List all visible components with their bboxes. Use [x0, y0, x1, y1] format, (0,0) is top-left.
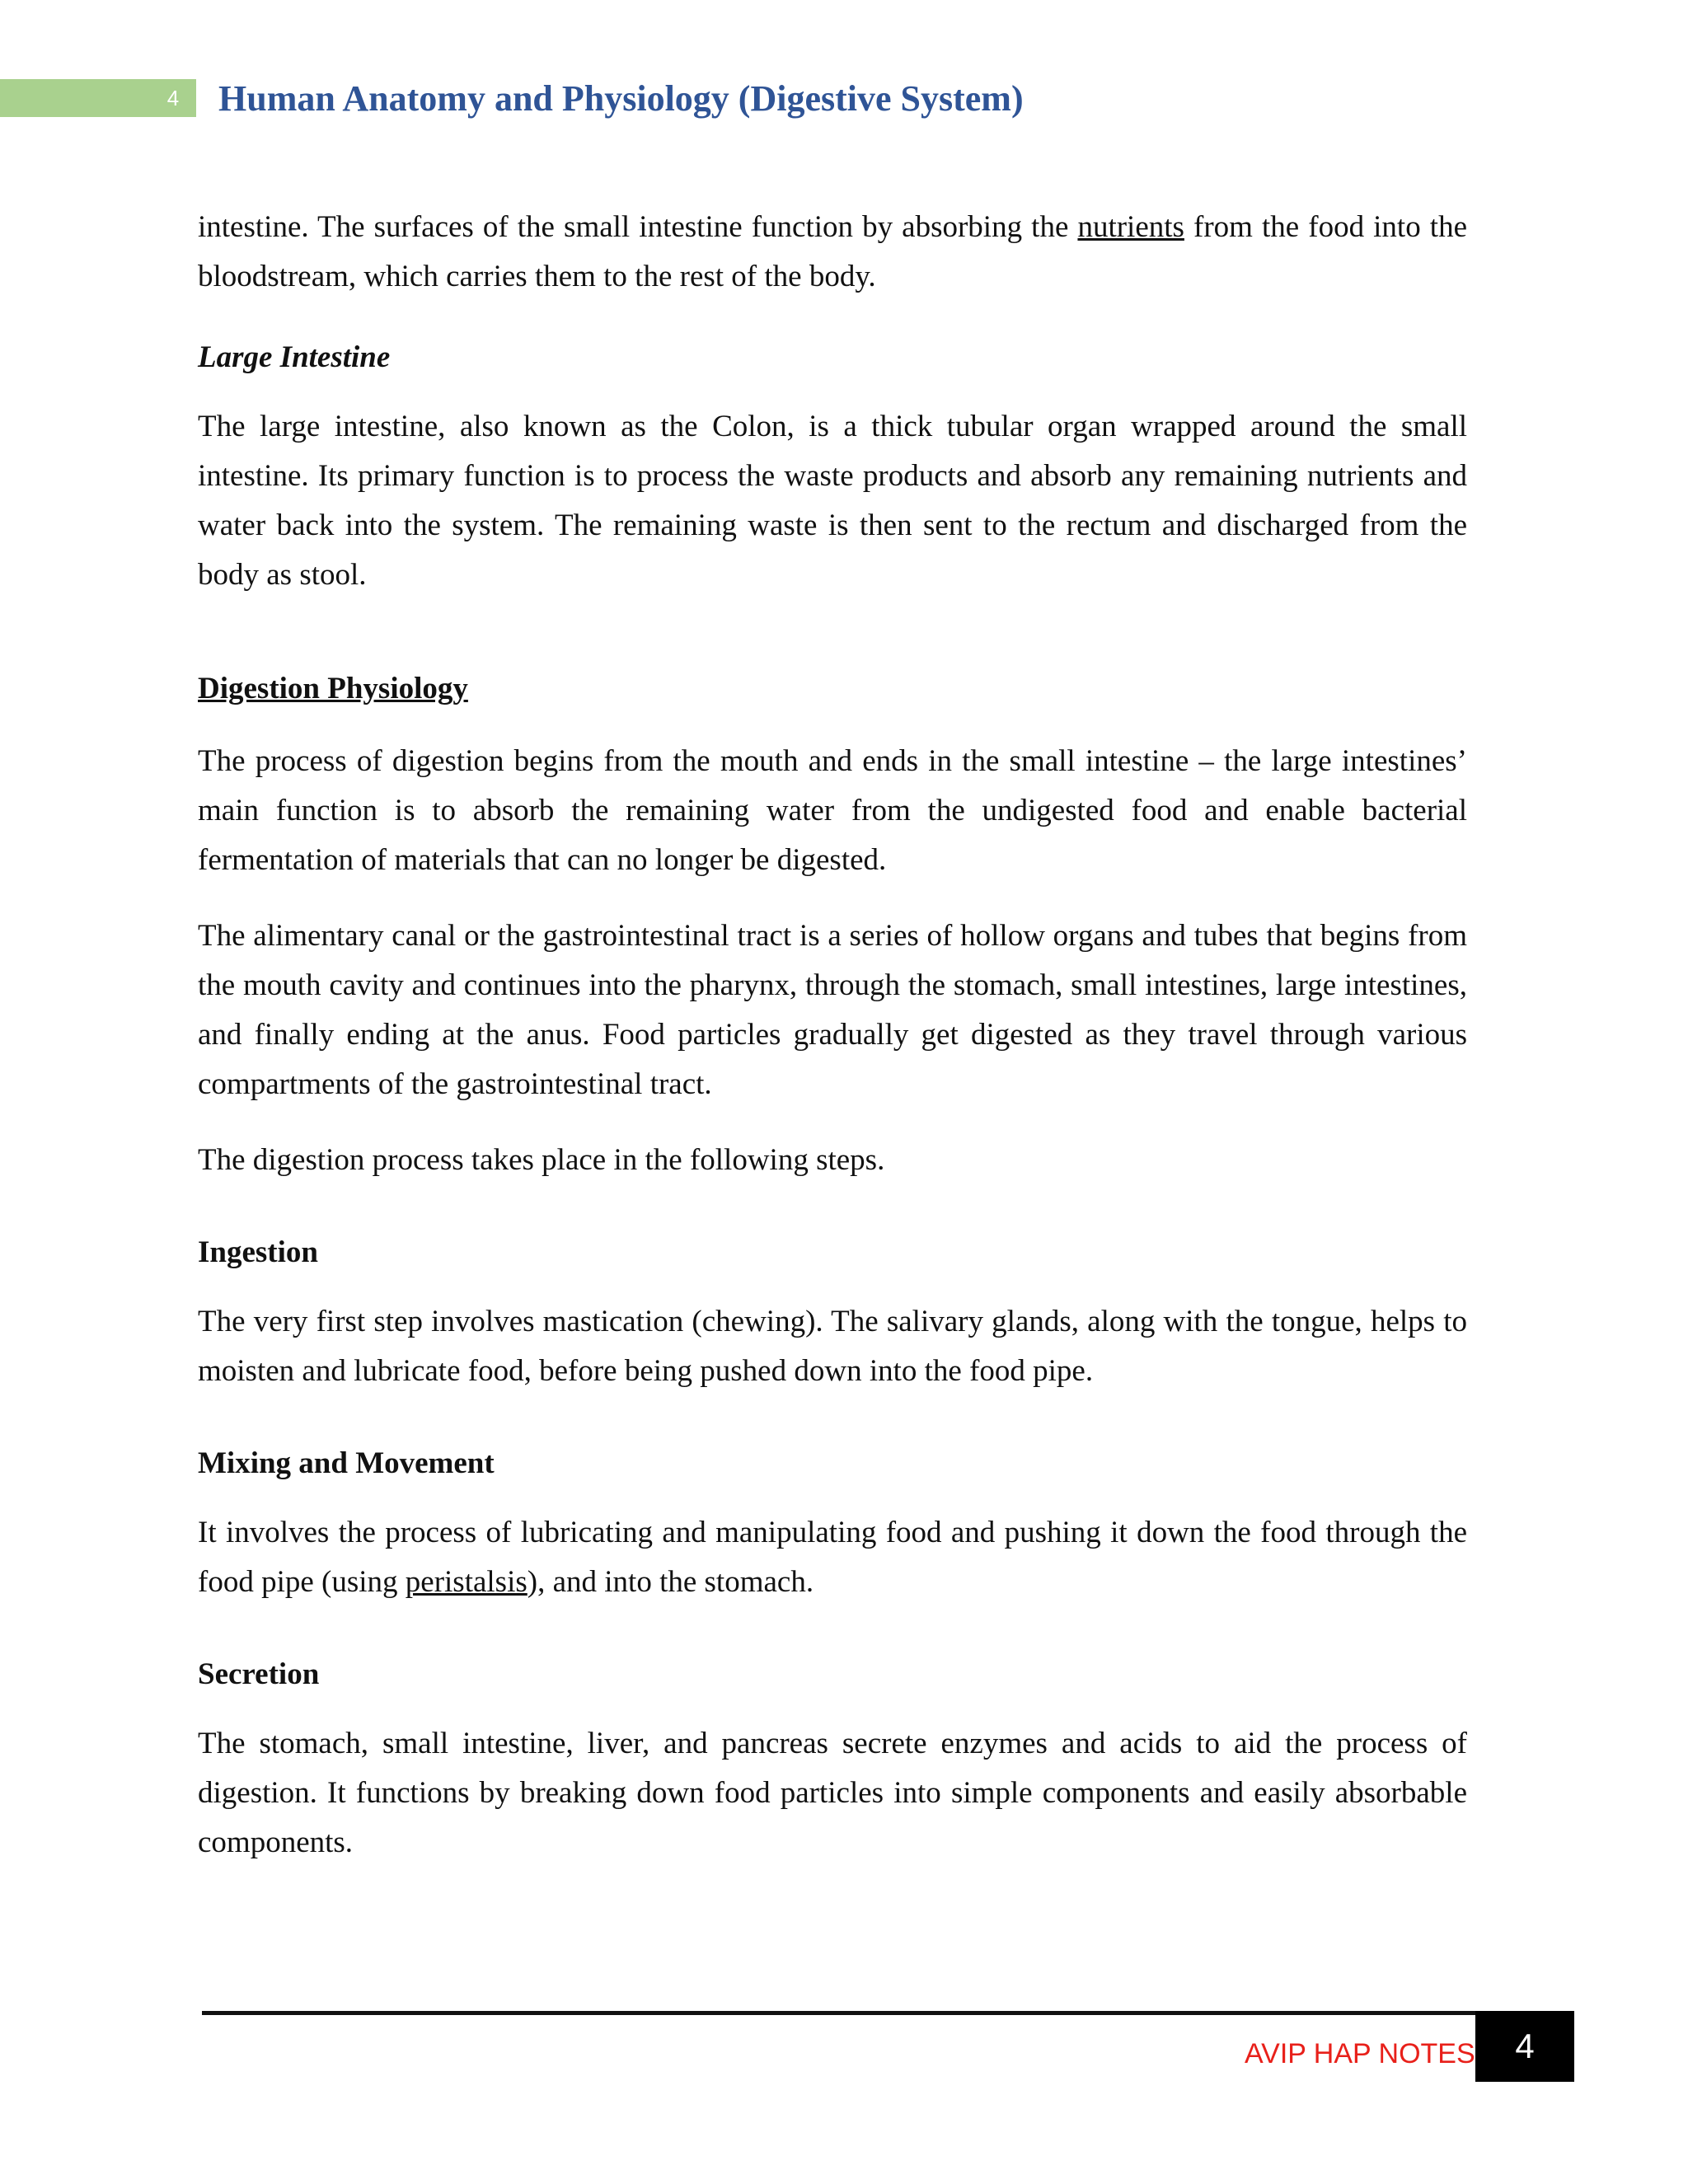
digestion-paragraph-1: The process of digestion begins from the mouth and ends in the small intestine – the large intestines’ main function is to absorb the remaining water from the undigested food and enable bacterial fermentation of materials that can no longer be digested. — [198, 744, 1467, 877]
digestion-physiology-title: Digestion Physiology — [198, 672, 468, 705]
intro-text-after: from the food into the bloodstream, which carries them to the rest of the body. — [198, 210, 1467, 293]
large-intestine-paragraph: The large intestine, also known as the Colon, is a thick tubular organ wrapped around the small intestine. Its primary function is to process the waste products and absorb any remaining nutrients and water back into the system. The remaining waste is then sent to the rectum and discharged from the body as stool. — [198, 410, 1467, 592]
footer-page-number: 4 — [1475, 2011, 1574, 2082]
mixing-heading: Mixing and Movement — [198, 1446, 495, 1480]
ingestion-heading: Ingestion — [198, 1235, 318, 1269]
digestion-paragraph-3: The digestion process takes place in the following steps. — [198, 1143, 885, 1177]
secretion-heading: Secretion — [198, 1657, 320, 1691]
footer-notes-label: AVIP HAP NOTES — [1245, 2038, 1475, 2069]
mixing-text-before: It involves the process of lubricating and manipulating food and pushing it down the food through the food pipe (using — [198, 1516, 1467, 1599]
mixing-text-after: ), and into the stomach. — [527, 1565, 814, 1599]
page-title: Human Anatomy and Physiology (Digestive System) — [218, 78, 1024, 119]
intro-text-before: intestine. The surfaces of the small intestine function by absorbing the — [198, 210, 1078, 244]
digestion-paragraph-2: The alimentary canal or the gastrointestinal tract is a series of hollow organs and tubes that begins from the mouth cavity and continues into the pharynx, through the stomach, small intestines, large intestines, and finally ending at the anus. Food particles gradually get digested as they travel through various compartments of the gastrointestinal tract. — [198, 919, 1467, 1101]
peristalsis-link[interactable]: peristalsis — [405, 1565, 528, 1599]
secretion-paragraph: The stomach, small intestine, liver, and pancreas secrete enzymes and acids to aid the process of digestion. It functions by breaking down food particles into simple components and easily absorbable components. — [198, 1727, 1467, 1859]
mixing-paragraph — [198, 1508, 1467, 1607]
ingestion-paragraph: The very first step involves mastication (chewing). The salivary glands, along with the tongue, helps to moisten and lubricate food, before being pushed down into the food pipe. — [198, 1305, 1467, 1388]
header-page-number: 4 — [166, 86, 180, 110]
large-intestine-heading: Large Intestine — [198, 340, 391, 374]
nutrients-link[interactable]: nutrients — [1077, 210, 1184, 244]
footer-rule — [202, 2011, 1496, 2015]
document-body — [198, 203, 1467, 1868]
intro-paragraph — [198, 203, 1467, 302]
